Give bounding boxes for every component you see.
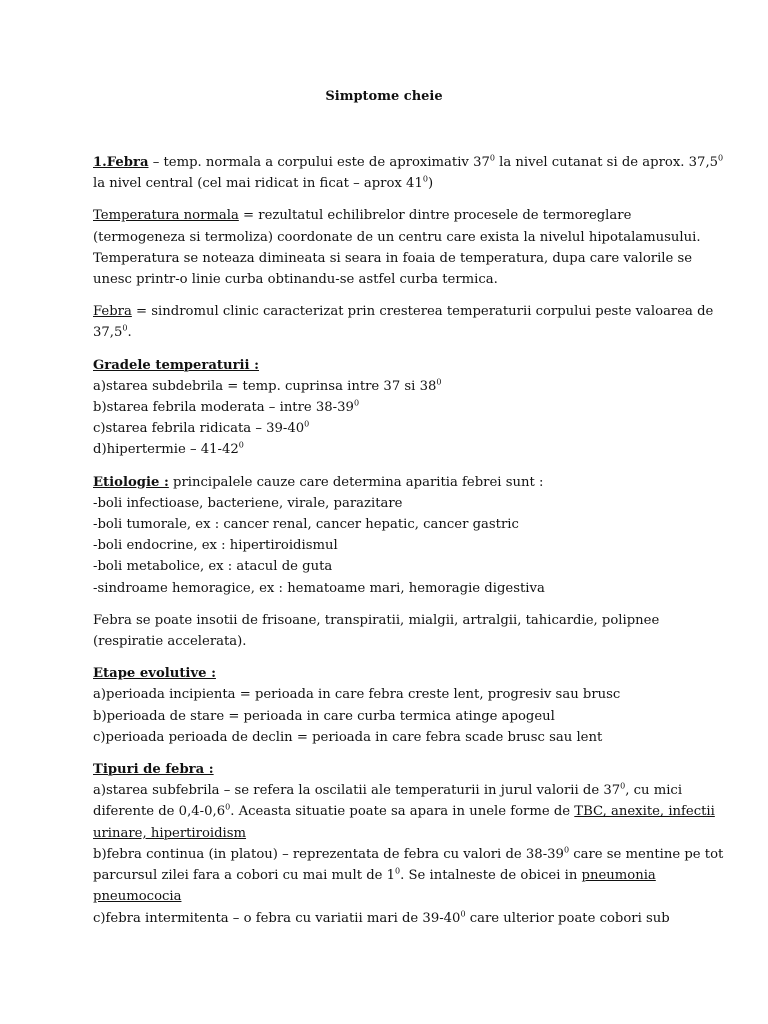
text-line: Febra se poate insotii de frisoane, transpiratii, mialgii, artralgii, tahicardie, polipnee: [93, 612, 660, 628]
febra-definition-paragraph: [93, 301, 714, 343]
text-line: [93, 908, 678, 929]
list-item: -boli endocrine, ex : hipertiroidismul: [93, 538, 338, 554]
text-line: [93, 301, 714, 322]
list-item: [93, 376, 678, 397]
text-run: parcursul zilei fara a cobori cu mai mult de 1: [93, 868, 396, 884]
text-run: 37,5: [93, 325, 123, 341]
text-line: [93, 886, 678, 907]
list-item: -boli metabolice, ex : atacul de guta: [93, 559, 333, 575]
text-run: diferente de 0,4-0,6: [93, 804, 226, 820]
text-line: (termogeneza si termoliza) coordonate de un centru care exista la nivelul hipotalamusului.: [93, 229, 701, 245]
text-run: ): [427, 176, 434, 192]
degree-sup: 0: [718, 153, 724, 163]
text-line: [93, 780, 683, 801]
underlined-term: urinare, hipertiroidism: [93, 825, 247, 841]
section-heading-etiologie: Etiologie :: [93, 474, 169, 490]
insotire-paragraph: [93, 610, 678, 652]
tipuri-section: [93, 759, 724, 929]
term-temperatura-normala: Temperatura normala: [93, 208, 239, 224]
text-run: a)starea subfebrila – se refera la oscilatii ale temperaturii in jurul valorii de 37: [93, 783, 621, 799]
text-run: care ulterior poate cobori sub: [465, 910, 670, 926]
text-line: Temperatura se noteaza dimineata si seara in foaia de temperatura, dupa care valorile se: [93, 250, 693, 266]
temperatura-normala-paragraph: [93, 205, 701, 290]
degree-sup: 0: [460, 909, 466, 919]
text-line: [93, 322, 678, 343]
text-line: [93, 173, 678, 194]
list-item: a)perioada incipienta = perioada in care febra creste lent, progresiv sau brusc: [93, 687, 621, 703]
text-run: .: [127, 325, 132, 341]
text-run: b)febra continua (in platou) – reprezentata de febra cu valori de 38-39: [93, 846, 564, 862]
text-run: = sindromul clinic caracterizat prin cresterea temperaturii corpului peste valoarea de: [131, 304, 714, 320]
text-run: la nivel central (cel mai ridicat in ficat – aprox 41: [93, 176, 423, 192]
text-run: . Aceasta situatie poate sa apara in unele forme de: [230, 804, 575, 820]
underlined-term: TBC, anexite, infectii: [574, 804, 715, 820]
febra-intro-paragraph: [93, 152, 724, 194]
text-line: [93, 801, 715, 822]
list-item: b)perioada de stare = perioada in care curba termica atinge apogeul: [93, 708, 555, 724]
section-heading-etape: Etape evolutive :: [93, 666, 216, 682]
text-line: [93, 823, 678, 844]
degree-sup: 0: [422, 174, 428, 184]
list-item: [93, 439, 678, 460]
text-run: = rezultatul echilibrelor dintre procesele de termoreglare: [238, 208, 632, 224]
text-run: c)febra intermitenta – o febra cu variatii mari de 39-40: [93, 910, 461, 926]
section-label-febra: 1.Febra: [93, 155, 149, 170]
degree-sup: 0: [436, 377, 442, 387]
text-run: d)hipertermie – 41-42: [93, 442, 239, 458]
text-run: , cu mici: [625, 783, 683, 799]
text-run: a)starea subdebrila = temp. cuprinsa intre 37 si 38: [93, 378, 437, 394]
text-line: [93, 205, 678, 226]
etiologie-section: [93, 472, 678, 599]
list-item: [93, 418, 678, 439]
degree-sup: 0: [353, 398, 360, 408]
list-item: c)perioada perioada de declin = perioada in care febra scade brusc sau lent: [93, 729, 603, 745]
list-item: -boli tumorale, ex : cancer renal, cancer hepatic, cancer gastric: [93, 517, 519, 533]
etape-section: [93, 663, 678, 748]
text-line: [93, 865, 678, 886]
underlined-term: pneumococia: [93, 889, 182, 905]
degree-sup: 0: [225, 803, 231, 813]
text-line: [93, 152, 724, 173]
section-heading-tipuri: Tipuri de febra :: [93, 762, 214, 778]
term-febra: Febra: [93, 304, 132, 320]
text-line: [93, 844, 724, 865]
text-run: principalele cauze care determina aparitia febrei sunt :: [168, 474, 544, 490]
underlined-term: pneumonia: [581, 868, 656, 884]
page-title: Simptome cheie: [325, 89, 443, 104]
degree-sup: 0: [489, 153, 495, 163]
list-item: -boli infectioase, bacteriene, virale, parazitare: [93, 495, 403, 511]
text-run: b)starea febrila moderata – intre 38-39: [93, 400, 354, 416]
text-run: c)starea febrila ridicata – 39-40: [93, 421, 305, 437]
document-body: [93, 152, 724, 940]
text-line: unesc printr-o linie curba obtinandu-se astfel curba termica.: [93, 272, 498, 288]
text-run: la nivel cutanat si de aprox. 37,5: [494, 155, 719, 170]
degree-sup: 0: [304, 419, 310, 429]
degree-sup: 0: [238, 441, 244, 451]
text-run: . Se intalneste de obicei in: [400, 868, 582, 884]
degree-sup: 0: [395, 866, 401, 876]
text-run: – temp. normala a corpului este de aproximativ 37: [148, 155, 490, 170]
list-item: [93, 397, 678, 418]
text-line: (respiratie accelerata).: [93, 634, 247, 650]
section-heading-gradele: Gradele temperaturii :: [93, 357, 260, 373]
text-run: care se mentine pe tot: [569, 846, 724, 862]
list-item: -sindroame hemoragice, ex : hematoame mari, hemoragie digestiva: [93, 580, 545, 596]
degree-sup: 0: [620, 781, 626, 791]
gradele-section: [93, 355, 678, 461]
degree-sup: 0: [563, 845, 570, 855]
text-line: [93, 472, 678, 493]
degree-sup: 0: [122, 324, 128, 334]
